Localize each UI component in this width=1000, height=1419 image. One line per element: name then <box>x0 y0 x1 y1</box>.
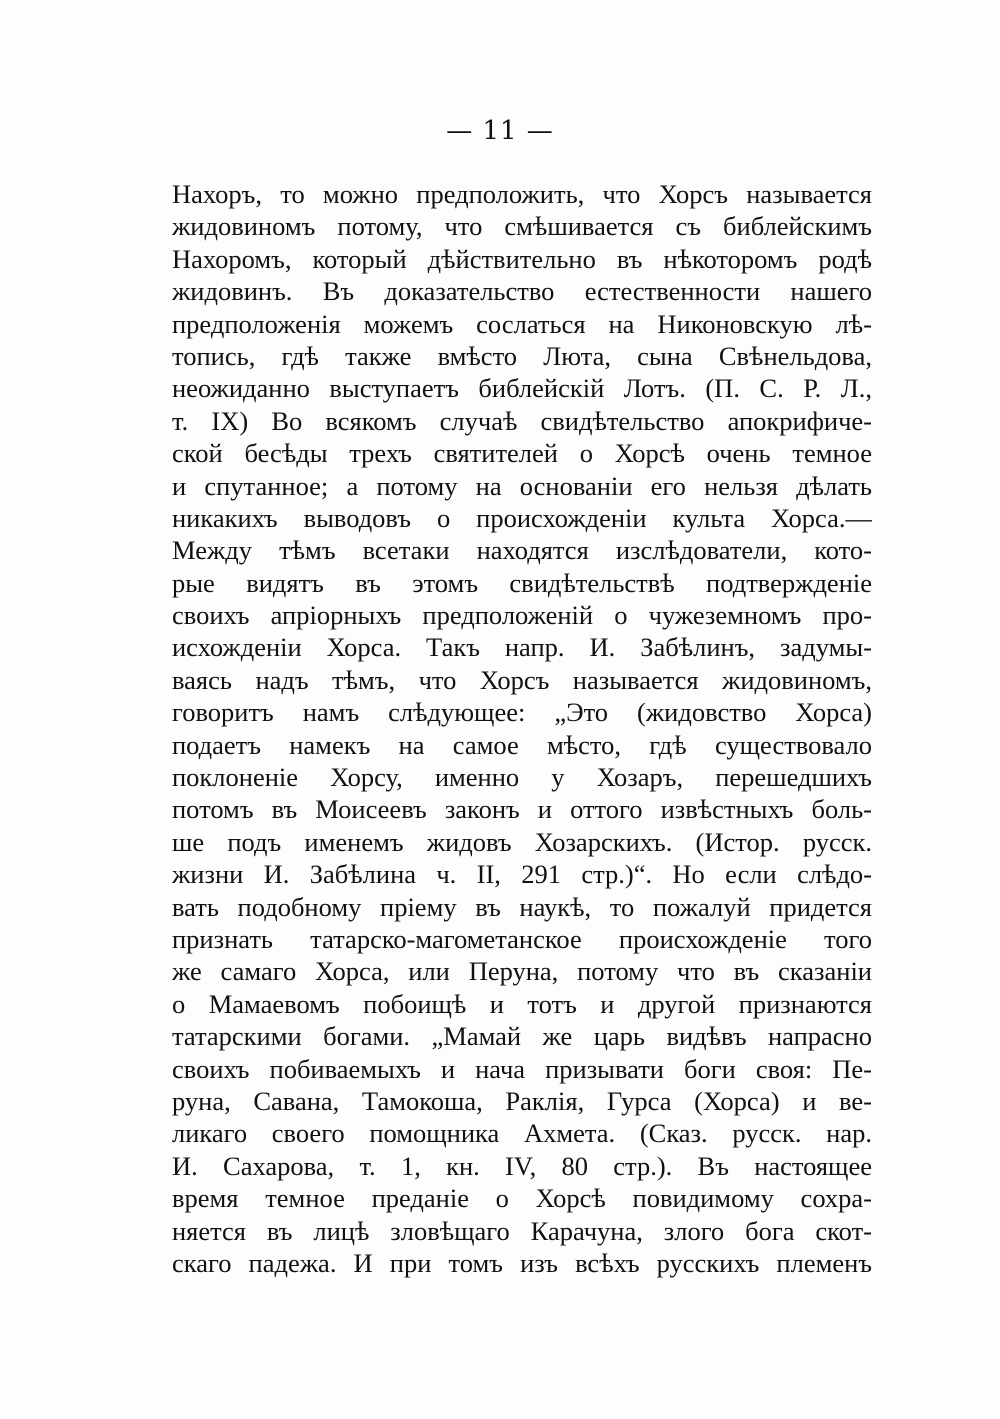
text-line: говоритъ намъ слѣдующее: „Это (жидовство Хорса) <box>172 697 872 728</box>
text-line: скаго падежа. И при томъ изъ всѣхъ русскихъ племенъ <box>172 1247 872 1278</box>
text-line: т. IX) Во всякомъ случаѣ свидѣтельство апокрифиче- <box>172 405 872 436</box>
text-line: поклоненіе Хорсу, именно у Хозаръ, перешедшихъ <box>172 762 872 793</box>
body-text <box>172 178 872 1279</box>
text-line: никакихъ выводовъ о происхожденіи культа Хорса.— <box>172 502 872 533</box>
text-line: топись, гдѣ также вмѣсто Люта, сына Свѣнельдова, <box>172 340 872 371</box>
text-line: жизни И. Забѣлина ч. II, 291 стр.)“. Но если слѣдо- <box>172 859 872 890</box>
text-line: своихъ побиваемыхъ и нача призывати боги своя: Пе- <box>172 1053 872 1084</box>
text-line: няется въ лицѣ зловѣщаго Карачуна, злого бога скот- <box>172 1215 872 1246</box>
text-line: жидовинъ. Въ доказательство естественности нашего <box>172 276 872 307</box>
text-line: предположенія можемъ сослаться на Никоновскую лѣ- <box>172 308 872 339</box>
text-line: рые видятъ въ этомъ свидѣтельствѣ подтвержденіе <box>172 567 872 598</box>
text-line: о Мамаевомъ побоищѣ и тотъ и другой признаются <box>172 988 872 1019</box>
page-number: — 11 — <box>446 116 554 146</box>
text-line: жидовиномъ потому, что смѣшивается съ библейскимъ <box>172 211 872 242</box>
text-line: подаетъ намекъ на самое мѣсто, гдѣ существовало <box>172 729 872 760</box>
text-line: И. Сахарова, т. 1, кн. IV, 80 стр.). Въ настоящее <box>172 1150 872 1181</box>
text-line: руна, Савана, Тамокоша, Раклія, Гурса (Хорса) и ве- <box>172 1085 872 1116</box>
text-line: ликаго своего помощника Ахмета. (Сказ. русск. нар. <box>172 1118 872 1149</box>
text-line: и спутанное; а потому на основаніи его нельзя дѣлать <box>172 470 872 501</box>
text-line: ше подъ именемъ жидовъ Хозарскихъ. (Истор. русск. <box>172 826 872 857</box>
text-line: время темное преданіе о Хорсѣ повидимому сохра- <box>172 1183 872 1214</box>
text-line: признать татарско-магометанское происхожденіе того <box>172 923 872 954</box>
text-line: же самаго Хорса, или Перуна, потому что въ сказаніи <box>172 956 872 987</box>
text-line: потомъ въ Моисеевъ законъ и оттого извѣстныхъ боль- <box>172 794 872 825</box>
text-line: ваясь надъ тѣмъ, что Хорсъ называется жидовиномъ, <box>172 664 872 695</box>
text-line: Нахоръ, то можно предположить, что Хорсъ называется <box>172 179 872 209</box>
text-line: неожиданно выступаетъ библейскій Лотъ. (П. С. Р. Л., <box>172 373 872 404</box>
text-line: вать подобному пріему въ наукѣ, то пожалуй придется <box>172 891 872 922</box>
text-line: исхожденіи Хорса. Такъ напр. И. Забѣлинъ, задумы- <box>172 632 872 663</box>
text-line: татарскими богами. „Мамай же царь видѣвъ напрасно <box>172 1021 872 1052</box>
text-line: Между тѣмъ всетаки находятся изслѣдователи, кото- <box>172 535 872 566</box>
text-line: Нахоромъ, который дѣйствительно въ нѣкоторомъ родѣ <box>172 243 872 274</box>
text-line: своихъ апріорныхъ предположеній о чужеземномъ про- <box>172 600 872 631</box>
text-line: ской бесѣды трехъ святителей о Хорсѣ очень темное <box>172 438 872 469</box>
